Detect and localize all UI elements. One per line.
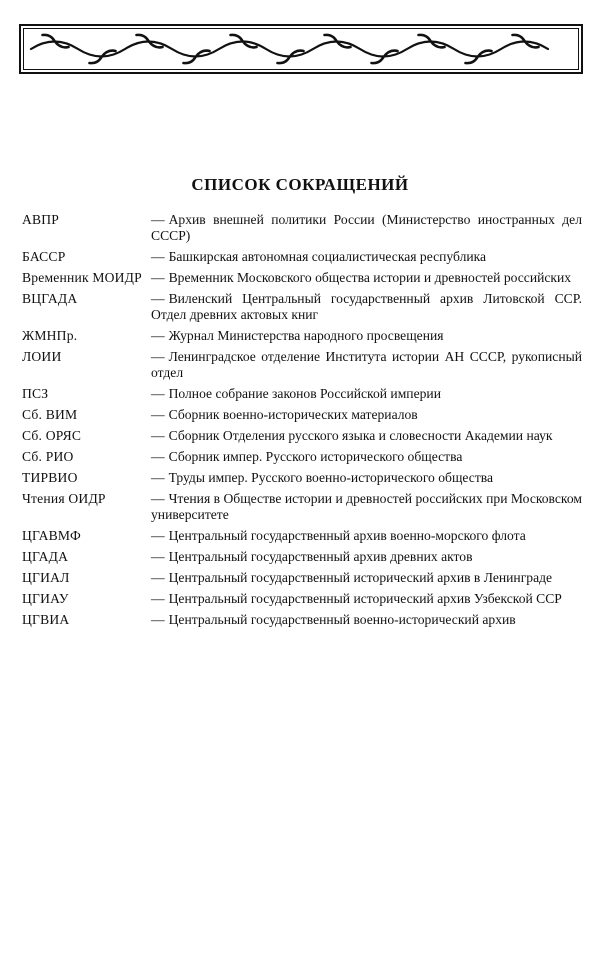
abbreviation-entry [22,249,582,265]
abbreviation-term: Сб. ВИМ [22,407,78,422]
abbreviation-entry [22,328,582,344]
abbreviation-definition: — Чтения в Обществе истории и древностей российских при Московском университете [151,491,582,522]
abbreviation-term: АВПР [22,212,60,227]
abbreviation-term: Временник МОИДР [22,270,142,285]
abbreviation-entry [22,470,582,486]
abbreviation-entry [22,428,582,444]
abbreviation-definition: — Центральный государственный военно-исторический архив [151,612,516,627]
abbreviation-entry [22,528,582,544]
abbreviation-definition: — Труды импер. Русского военно-исторического общества [151,470,494,485]
abbreviation-definition: — Полное собрание законов Российской империи [151,386,441,401]
abbreviation-term: ВЦГАДА [22,291,78,306]
abbreviation-term: ЖМНПр. [22,328,78,343]
abbreviation-term: ТИРВИО [22,470,78,485]
abbreviation-term: ЦГАВМФ [22,528,81,543]
abbreviation-definition: — Сборник Отделения русского языка и словесности Академии наук [151,428,553,443]
abbreviation-entry [22,491,582,523]
abbreviation-term: ЛОИИ [22,349,62,364]
abbreviation-definition: — Архив внешней политики России (Министерство иностранных дел СССР) [151,212,582,243]
abbreviation-definition: — Центральный государственный исторический архив в Ленинграде [151,570,553,585]
abbreviation-term: ЦГИАЛ [22,570,70,585]
abbreviation-entry [22,349,582,381]
abbreviation-entry [22,407,582,423]
abbreviation-term: Чтения ОИДР [22,491,106,506]
abbreviation-entry [22,291,582,323]
abbreviation-definition: — Ленинградское отделение Института истории АН СССР, рукописный отдел [151,349,582,380]
abbreviation-definition: — Центральный государственный исторический архив Узбекской ССР [151,591,562,606]
abbreviation-term: Сб. РИО [22,449,74,464]
abbreviation-term: ЦГВИА [22,612,70,627]
abbreviation-term: Сб. ОРЯС [22,428,82,443]
abbreviation-entry [22,591,582,607]
abbreviation-definition: — Журнал Министерства народного просвещения [151,328,444,343]
abbreviation-entry [22,612,582,628]
abbreviation-entry [22,386,582,402]
abbreviation-definition: — Центральный государственный архив военно-морского флота [151,528,526,543]
abbreviation-term: ЦГАДА [22,549,69,564]
abbreviation-definition: — Сборник импер. Русского исторического общества [151,449,463,464]
abbreviation-entry [22,212,582,244]
abbreviation-term: ЦГИАУ [22,591,69,606]
abbreviation-definition: — Башкирская автономная социалистическая республика [151,249,487,264]
abbreviation-definition: — Временник Московского общества истории и древностей российских [151,270,572,285]
page-title: СПИСОК СОКРАЩЕНИЙ [191,175,409,194]
abbreviation-term: ПСЗ [22,386,49,401]
abbreviation-definition: — Сборник военно-исторических материалов [151,407,418,422]
abbreviation-definition: — Центральный государственный архив древних актов [151,549,473,564]
abbreviation-entry [22,570,582,586]
abbreviation-definition: — Виленский Центральный государственный архив Литовской ССР. Отдел древних актовых книг [151,291,582,322]
abbreviation-entry [22,549,582,565]
ornament-band [19,24,583,74]
abbreviation-term: БАССР [22,249,66,264]
abbreviation-entry [22,449,582,465]
abbreviation-list [22,212,582,633]
abbreviation-entry [22,270,582,286]
